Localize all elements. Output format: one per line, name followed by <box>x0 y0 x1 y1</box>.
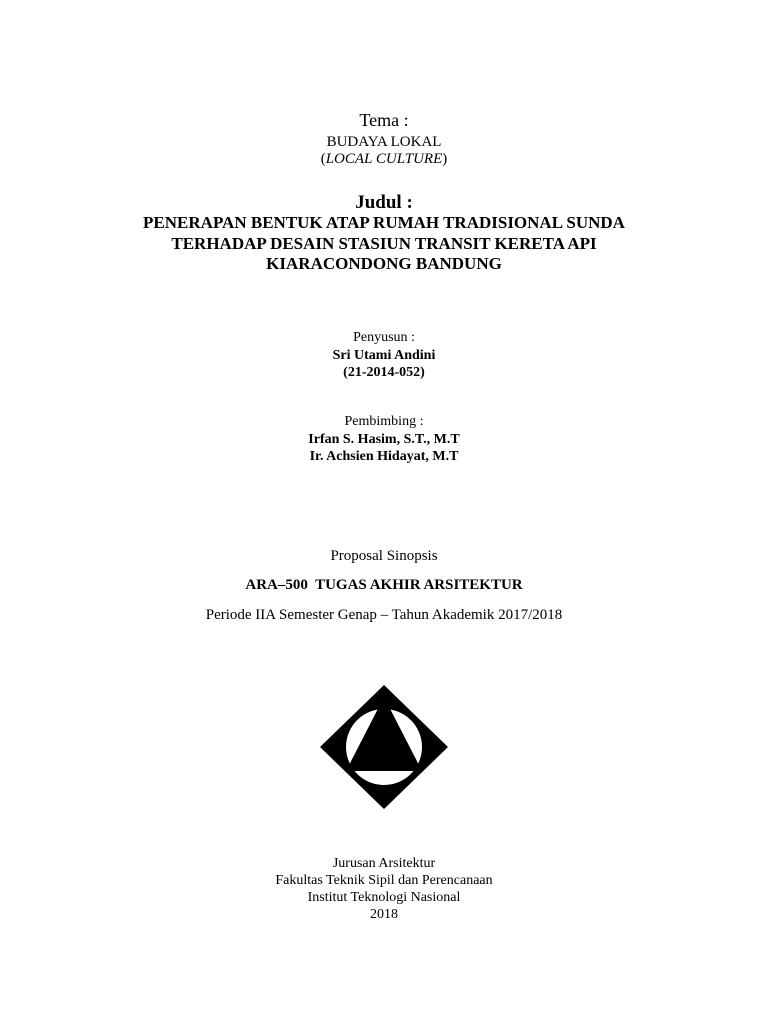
footer-institute: Institut Teknologi Nasional <box>307 890 461 905</box>
judul-line-3: KIARACONDONG BANDUNG <box>266 254 502 273</box>
proposal-label: Proposal Sinopsis <box>330 548 438 564</box>
tema-subtitle-italic: LOCAL CULTURE <box>325 151 443 167</box>
tema-value: BUDAYA LOKAL <box>326 134 442 150</box>
footer-year: 2018 <box>370 907 398 922</box>
judul-line-1: PENERAPAN BENTUK ATAP RUMAH TRADISIONAL SUNDA <box>143 213 625 232</box>
tema-subtitle-open: ( <box>320 151 326 167</box>
pembimbing-name-2: Ir. Achsien Hidayat, M.T <box>309 449 459 464</box>
tema-label: Tema : <box>359 110 409 130</box>
tema-subtitle <box>0 152 768 167</box>
tema-subtitle-close: ) <box>442 151 448 167</box>
judul-label: Judul : <box>355 192 413 213</box>
penyusun-label: Penyusun : <box>353 330 415 345</box>
footer-department: Jurusan Arsitektur <box>332 856 436 871</box>
periode-text: Periode IIA Semester Genap – Tahun Akademik 2017/2018 <box>205 607 563 623</box>
judul-line-2: TERHADAP DESAIN STASIUN TRANSIT KERETA API <box>171 234 597 253</box>
penyusun-name: Sri Utami Andini <box>332 348 436 363</box>
footer-faculty: Fakultas Teknik Sipil dan Perencanaan <box>275 873 493 888</box>
penyusun-nim: (21-2014-052) <box>343 365 425 380</box>
pembimbing-name-1: Irfan S. Hasim, S.T., M.T <box>308 432 460 447</box>
itenas-logo-icon <box>318 683 450 811</box>
pembimbing-label: Pembimbing : <box>344 414 424 429</box>
course-title: ARA–500 TUGAS AKHIR ARSITEKTUR <box>245 577 523 593</box>
